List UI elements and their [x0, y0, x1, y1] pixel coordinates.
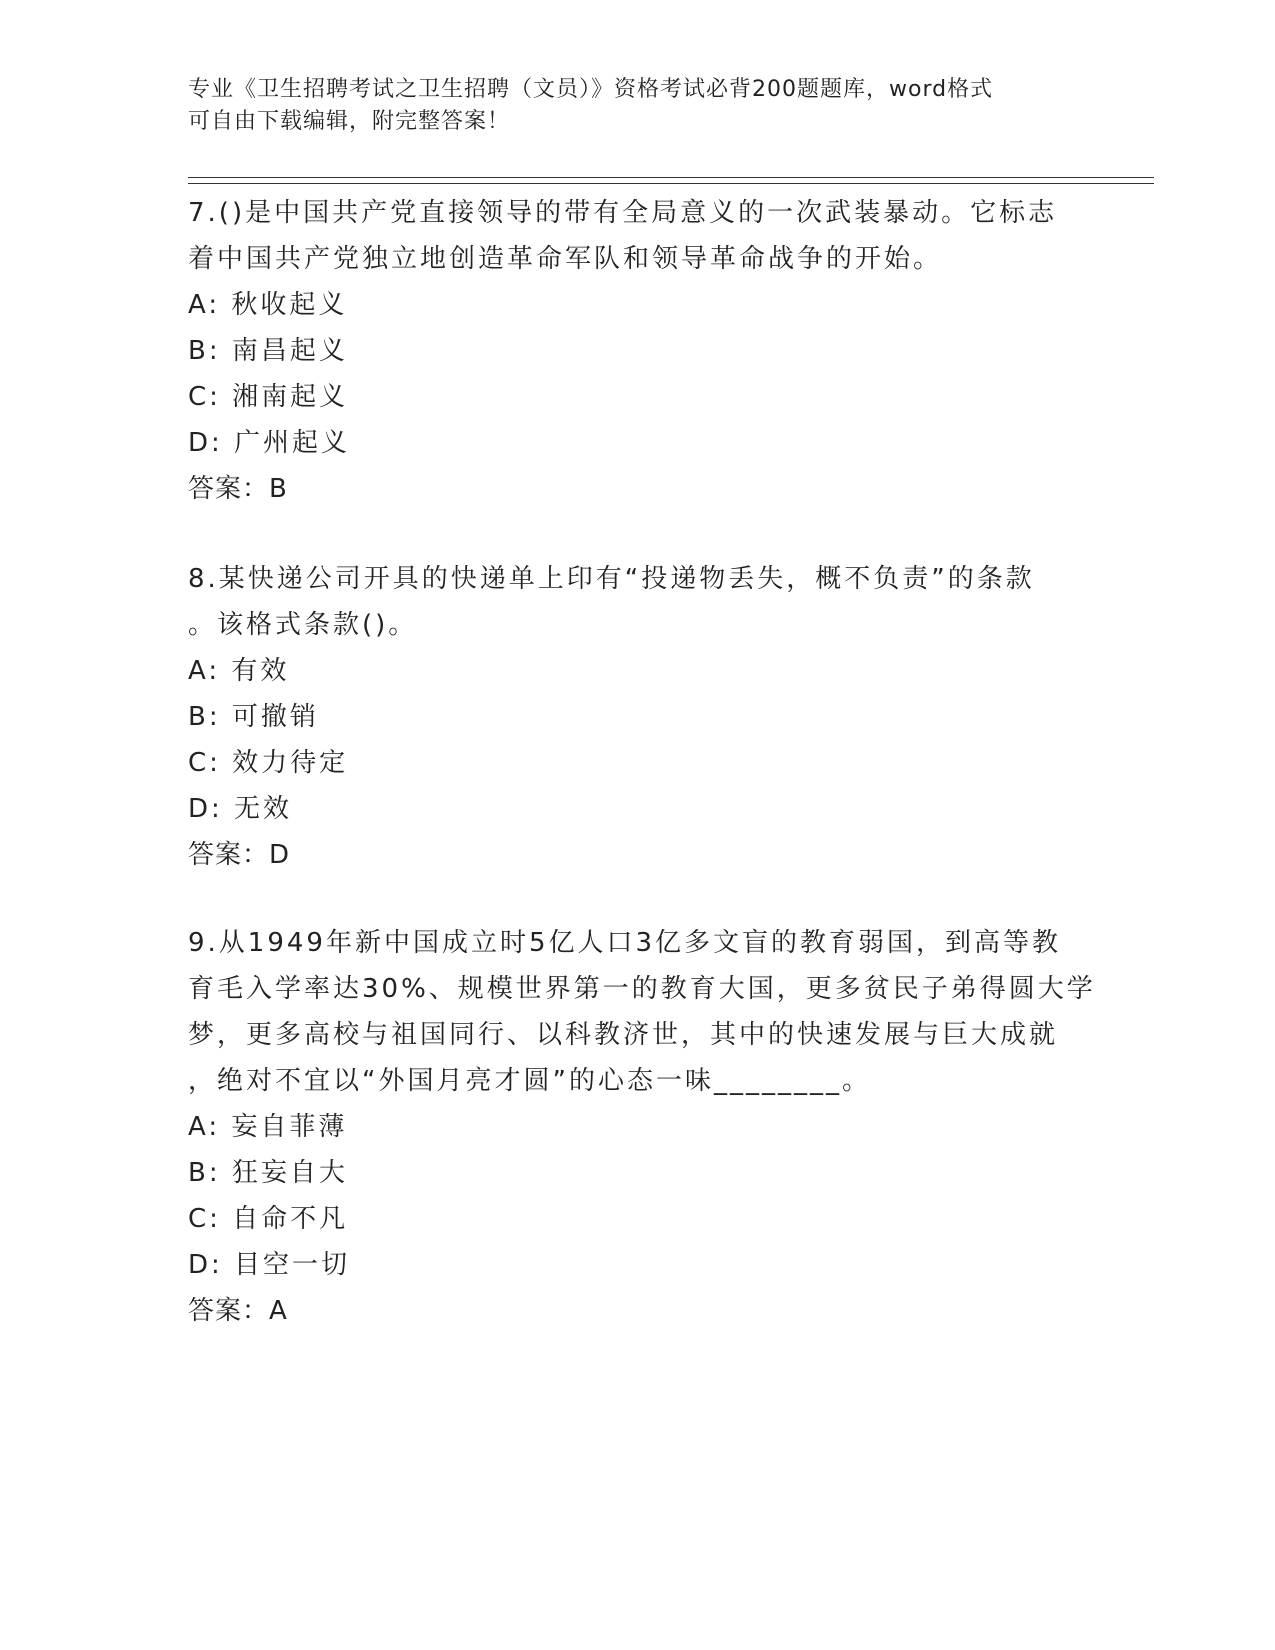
answer-line: 答案：B — [188, 474, 288, 504]
answer-line: 答案：D — [188, 840, 291, 870]
header-title-line-2: 可自由下载编辑，附完整答案！ — [188, 109, 511, 134]
option-d: D: 广州起义 — [188, 428, 351, 458]
question-stem-line: 着中国共产党独立地创造革命军队和领导革命战争的开始。 — [188, 244, 943, 274]
question-stem-line: 7.()是中国共产党直接领导的带有全局意义的一次武装暴动。它标志 — [188, 198, 1058, 228]
header-title-line-1: 专业《卫生招聘考试之卫生招聘（文员）》资格考试必背200题题库，word格式 — [188, 77, 994, 102]
document-header — [188, 74, 1088, 138]
option-d: D: 目空一切 — [188, 1250, 351, 1280]
question-8 — [188, 556, 1088, 878]
option-b: B: 可撤销 — [188, 702, 319, 732]
answer-line: 答案：A — [188, 1296, 288, 1326]
question-9 — [188, 920, 1096, 1334]
question-stem-line: 8.某快递公司开具的快递单上印有“投递物丢失，概不负责”的条款 — [188, 564, 1035, 594]
question-stem-line: 。该格式条款()。 — [188, 610, 418, 640]
option-b: B: 南昌起义 — [188, 336, 348, 366]
question-stem-line: 育毛入学率达30%、规模世界第一的教育大国，更多贫民子弟得圆大学 — [188, 974, 1096, 1004]
question-stem-line: ，绝对不宜以“外国月亮才圆”的心态一味________。 — [188, 1066, 871, 1096]
question-7 — [188, 190, 1088, 512]
option-c: C: 湘南起义 — [188, 382, 349, 412]
option-d: D: 无效 — [188, 794, 293, 824]
option-c: C: 效力待定 — [188, 748, 349, 778]
option-a: A: 妄自菲薄 — [188, 1112, 348, 1142]
option-b: B: 狂妄自大 — [188, 1158, 348, 1188]
option-a: A: 秋收起义 — [188, 290, 348, 320]
question-stem-line: 梦，更多高校与祖国同行、以科教济世，其中的快速发展与巨大成就 — [188, 1020, 1059, 1050]
option-c: C: 自命不凡 — [188, 1204, 349, 1234]
header-divider-bottom — [188, 183, 1154, 184]
question-stem-line: 9.从1949年新中国成立时5亿人口3亿多文盲的教育弱国，到高等教 — [188, 928, 1062, 958]
header-divider-top — [188, 177, 1154, 178]
option-a: A: 有效 — [188, 656, 290, 686]
